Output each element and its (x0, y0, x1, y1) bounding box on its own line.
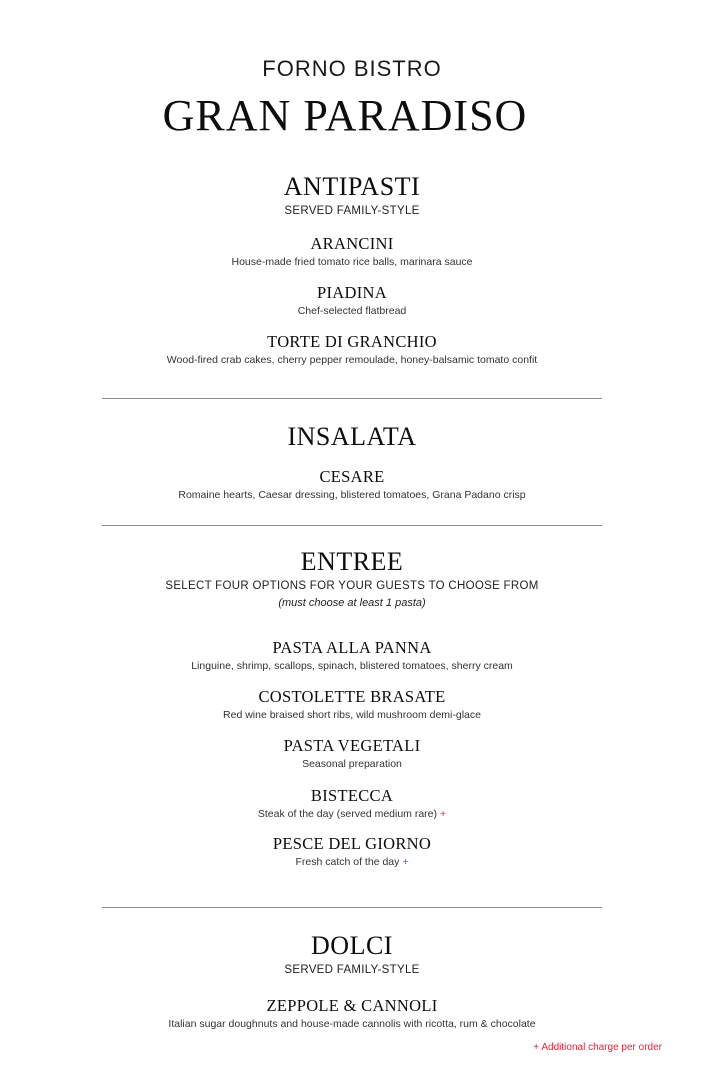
item-name: PESCE DEL GIORNO (272, 834, 432, 853)
brand-name: FORNO BISTRO (262, 56, 442, 81)
item-description: Red wine braised short ribs, wild mushroom demi-glace (223, 709, 481, 721)
section-note-entree: SELECT FOUR OPTIONS FOR YOUR GUESTS TO CHOOSE FROM (165, 580, 539, 592)
section-dolci-header (0, 931, 704, 979)
section-title-dolci: DOLCI (311, 931, 393, 960)
section-insalata-header (0, 422, 704, 452)
section-divider (102, 525, 602, 526)
item-description: Romaine hearts, Caesar dressing, blistered tomatoes, Grana Padano crisp (178, 489, 526, 501)
item-description: House-made fried tomato rice balls, marinara sauce (231, 256, 473, 268)
item-description: Linguine, shrimp, scallops, spinach, blistered tomatoes, sherry cream (191, 660, 513, 672)
menu-item (0, 996, 704, 1032)
section-title-antipasti: ANTIPASTI (283, 172, 421, 201)
menu-item (0, 638, 704, 674)
menu-item (0, 687, 704, 723)
item-description: Seasonal preparation (302, 758, 402, 770)
additional-charge-marker: + (440, 808, 447, 820)
section-note-entree-italic: (must choose at least 1 pasta) (278, 597, 426, 609)
item-description-text: Steak of the day (served medium rare) (257, 808, 438, 820)
menu-item (0, 736, 704, 772)
item-name: PASTA VEGETALI (283, 736, 421, 755)
item-name: ZEPPOLE & CANNOLI (266, 996, 438, 1015)
item-name: PIADINA (317, 283, 387, 302)
section-entree-header (0, 547, 704, 611)
additional-charge-footnote: + Additional charge per order (533, 1042, 662, 1053)
item-description-text: Fresh catch of the day (295, 856, 400, 868)
menu-item (0, 234, 704, 270)
item-name: COSTOLETTE BRASATE (258, 687, 446, 706)
section-title-insalata: INSALATA (287, 422, 417, 451)
menu-item (0, 786, 704, 822)
item-name: TORTE DI GRANCHIO (267, 332, 437, 351)
menu-item (0, 283, 704, 319)
menu-title: GRAN PARADISO (162, 91, 528, 140)
section-divider (102, 398, 602, 399)
section-note-dolci: SERVED FAMILY-STYLE (284, 964, 420, 976)
item-name: CESARE (319, 467, 385, 486)
item-description (0, 854, 704, 870)
item-description: Chef-selected flatbread (297, 305, 407, 317)
item-name: PASTA ALLA PANNA (272, 638, 432, 657)
menu-item (0, 467, 704, 503)
additional-charge-marker: + (402, 856, 409, 868)
item-description: Italian sugar doughnuts and house-made cannolis with ricotta, rum & chocolate (168, 1018, 536, 1030)
item-description (0, 806, 704, 822)
section-divider (102, 907, 602, 908)
section-antipasti-header (0, 172, 704, 220)
item-name: BISTECCA (310, 786, 394, 805)
menu-item (0, 332, 704, 368)
menu-item (0, 834, 704, 870)
item-description: Wood-fired crab cakes, cherry pepper remoulade, honey-balsamic tomato confit (166, 354, 538, 366)
item-name: ARANCINI (310, 234, 394, 253)
section-title-entree: ENTREE (300, 547, 404, 576)
section-note-antipasti: SERVED FAMILY-STYLE (284, 205, 420, 217)
